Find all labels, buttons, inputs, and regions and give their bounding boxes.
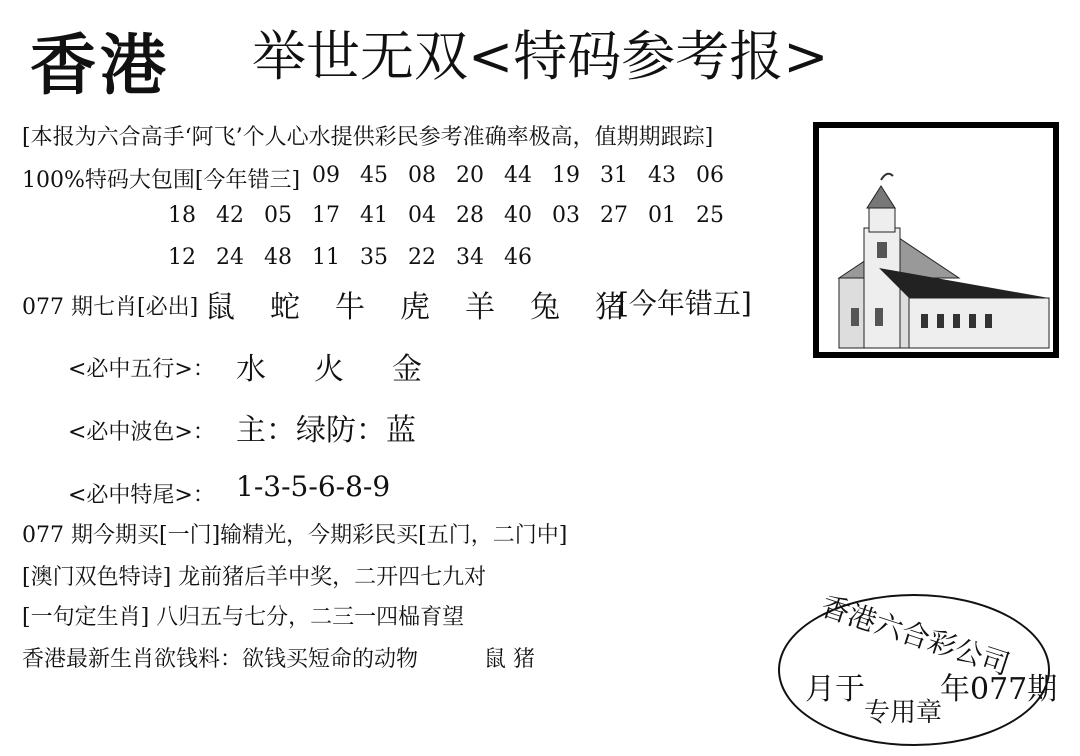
zodiac-item: 兔 bbox=[530, 290, 560, 325]
element-item: 水 bbox=[236, 352, 266, 387]
proverb-line: [一句定生肖] 八归五与七分，二三一四榀育望 bbox=[22, 605, 465, 630]
buy-line: 077 期今期买[一门]输精光，今期彩民买[五门，二门中] bbox=[22, 523, 568, 548]
zodiac-item: 虎 bbox=[400, 290, 430, 325]
money-line: 香港最新生肖欲钱料：欲钱买短命的动物 bbox=[22, 647, 419, 672]
package-number: 03 bbox=[552, 203, 580, 228]
package-number: 48 bbox=[264, 245, 292, 270]
package-number: 17 bbox=[312, 203, 340, 228]
poem-line: [澳门双色特诗] 龙前猪后羊中奖，二开四七九对 bbox=[22, 565, 487, 590]
package-number: 22 bbox=[408, 245, 436, 270]
company-stamp bbox=[778, 589, 1050, 746]
package-row-2 bbox=[168, 203, 744, 228]
package-number: 19 bbox=[552, 163, 580, 188]
elements-label: <必中五行>： bbox=[68, 357, 215, 382]
church-icon bbox=[819, 128, 1053, 352]
package-number: 18 bbox=[168, 203, 196, 228]
zodiac-suffix: [今年错五] bbox=[618, 287, 752, 320]
headline: 举世无双<特码参考报> bbox=[252, 25, 829, 88]
package-number: 01 bbox=[648, 203, 676, 228]
package-number: 20 bbox=[456, 163, 484, 188]
stamp-center-text: 专用章 bbox=[864, 698, 943, 728]
footer-issue: 年077期 bbox=[940, 672, 1058, 707]
package-number: 05 bbox=[264, 203, 292, 228]
intro-text: [本报为六合高手‘阿飞’个人心水提供彩民参考准确率极高，值期期跟踪] bbox=[22, 125, 714, 150]
package-number: 46 bbox=[504, 245, 532, 270]
package-number: 35 bbox=[360, 245, 388, 270]
element-item: 金 bbox=[392, 352, 422, 387]
package-number: 25 bbox=[696, 203, 724, 228]
package-number: 24 bbox=[216, 245, 244, 270]
package-row-1 bbox=[312, 163, 744, 188]
zodiac-item: 猪 bbox=[595, 290, 625, 325]
package-row-3 bbox=[168, 245, 552, 270]
zodiac-item: 羊 bbox=[465, 290, 495, 325]
package-number: 09 bbox=[312, 163, 340, 188]
zodiac-item: 蛇 bbox=[270, 290, 300, 325]
package-number: 06 bbox=[696, 163, 724, 188]
package-number: 27 bbox=[600, 203, 628, 228]
package-number: 42 bbox=[216, 203, 244, 228]
package-number: 08 bbox=[408, 163, 436, 188]
zodiac-label: 077 期七肖[必出] bbox=[22, 295, 199, 320]
zodiac-list bbox=[205, 282, 625, 326]
tail-label: <必中特尾>： bbox=[68, 483, 215, 508]
footer-month: 月于 bbox=[805, 672, 865, 707]
package-label: 100%特码大包围[今年错三] bbox=[22, 168, 301, 193]
money-animals: 鼠 猪 bbox=[484, 647, 535, 672]
package-number: 40 bbox=[504, 203, 532, 228]
image-frame bbox=[813, 122, 1059, 358]
package-number: 41 bbox=[360, 203, 388, 228]
tail-value: 1-3-5-6-8-9 bbox=[236, 470, 391, 503]
stamp-arc-text: 香港六合彩公司 bbox=[817, 589, 1014, 682]
package-number: 44 bbox=[504, 163, 532, 188]
package-number: 43 bbox=[648, 163, 676, 188]
package-number: 28 bbox=[456, 203, 484, 228]
package-number: 12 bbox=[168, 245, 196, 270]
package-number: 34 bbox=[456, 245, 484, 270]
zodiac-item: 鼠 bbox=[205, 290, 235, 325]
wave-value: 主：绿防：蓝 bbox=[236, 413, 416, 448]
package-number: 11 bbox=[312, 245, 340, 270]
elements-list bbox=[236, 344, 470, 388]
package-number: 04 bbox=[408, 203, 436, 228]
package-number: 31 bbox=[600, 163, 628, 188]
wave-label: <必中波色>： bbox=[68, 420, 215, 445]
element-item: 火 bbox=[314, 352, 344, 387]
package-number: 45 bbox=[360, 163, 388, 188]
brand-title: 香港 bbox=[30, 27, 170, 104]
zodiac-item: 牛 bbox=[335, 290, 365, 325]
